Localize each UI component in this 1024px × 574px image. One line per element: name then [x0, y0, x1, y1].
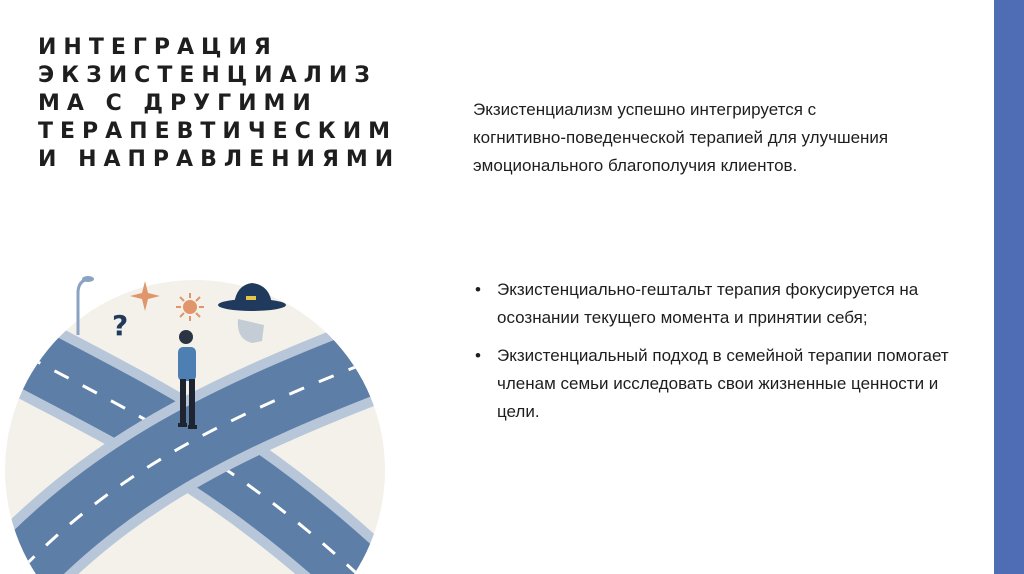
- bullet-text: Экзистенциально-гештальт терапия фокусируется на осознании текущего момента и принятии себя;: [497, 280, 919, 327]
- bullet-item: [473, 276, 963, 332]
- bullet-text: Экзистенциальный подход в семейной терапии помогает членам семьи исследовать свои жизненные ценности и цели.: [497, 346, 949, 421]
- crossroads-illustration: [0, 255, 390, 574]
- slide-title: ИНТЕГРАЦИЯ ЭКЗИСТЕНЦИАЛИЗ МА С ДРУГИМИ ТЕРАПЕВТИЧЕСКИМ И НАПРАВЛЕНИЯМИ: [38, 35, 401, 172]
- accent-bar: [994, 0, 1024, 574]
- bullet-list: [473, 276, 963, 436]
- intro-paragraph: Экзистенциализм успешно интегрируется с когнитивно-поведенческой терапией для улучшения эмоционального благополучия клиентов.: [473, 100, 889, 175]
- sun-icon: [176, 293, 204, 321]
- bullet-marker: •: [475, 280, 481, 299]
- bullet-item: [473, 342, 963, 426]
- bullet-marker: •: [475, 346, 481, 365]
- question-mark-icon: ?: [112, 309, 129, 342]
